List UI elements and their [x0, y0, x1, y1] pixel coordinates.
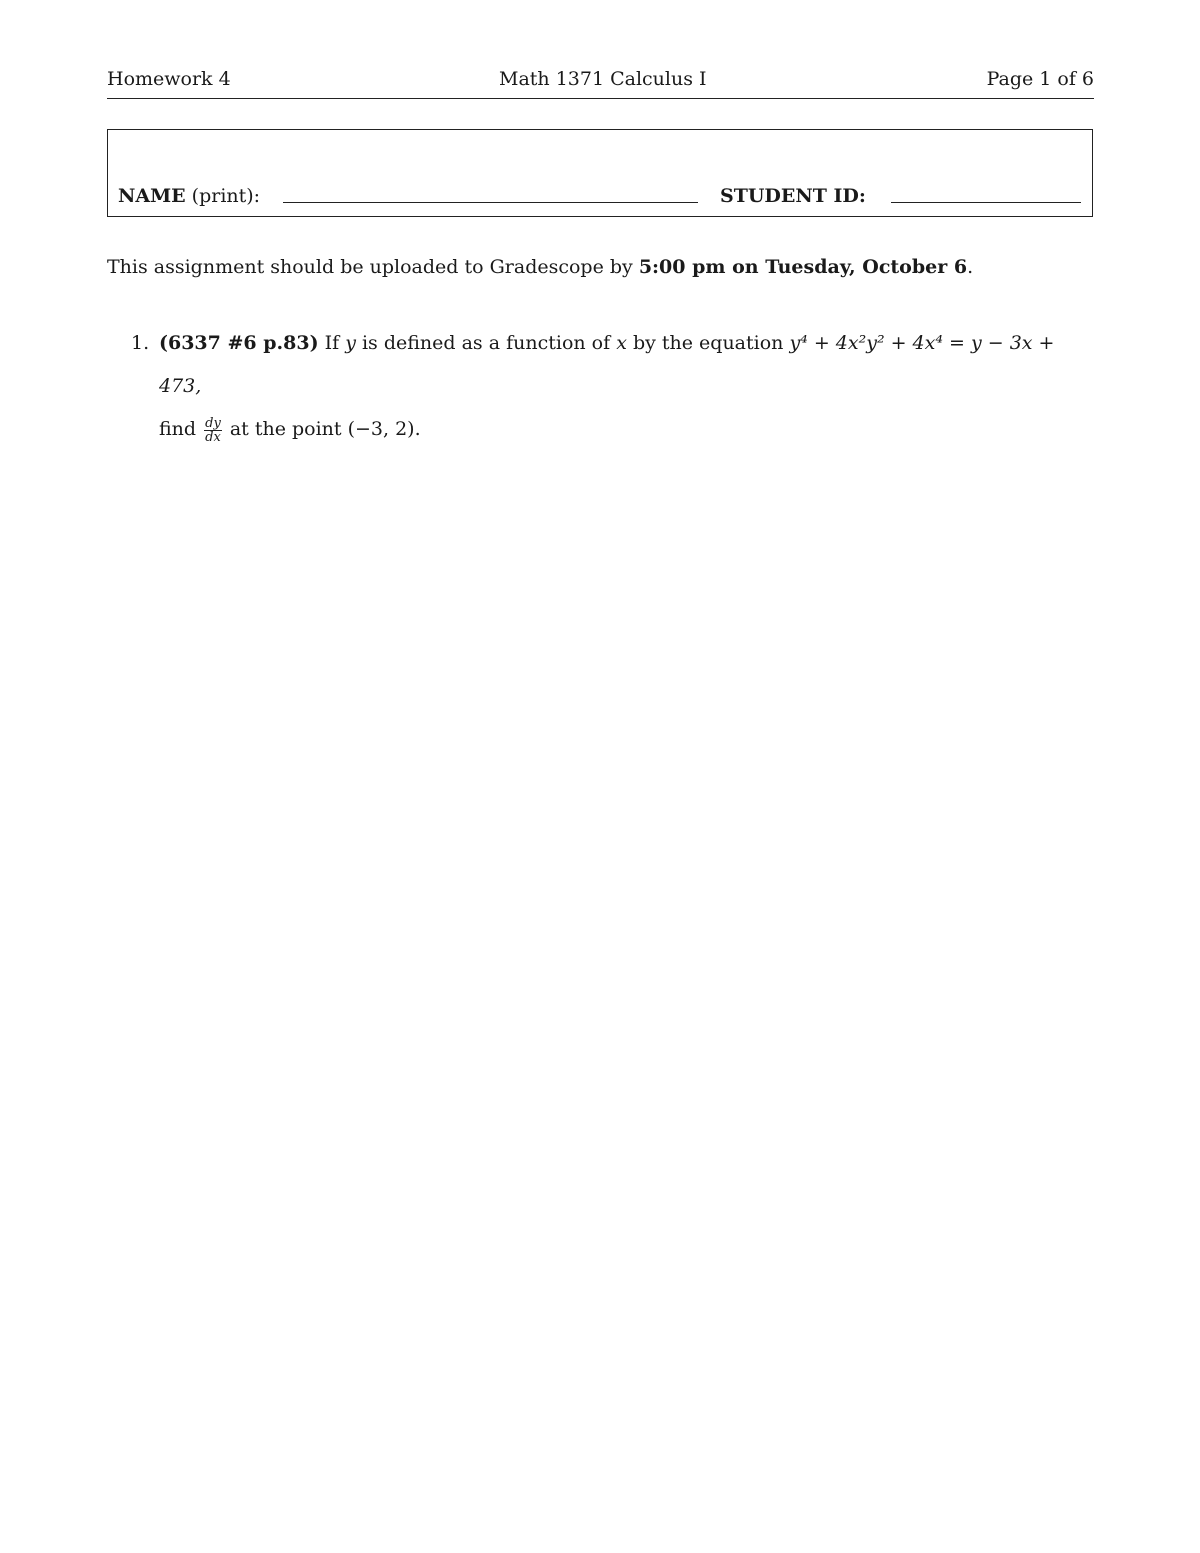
fraction-numerator: dy — [205, 415, 221, 431]
problem-source: (6337 #6 p.83) — [159, 332, 319, 354]
problem-text-a: If — [318, 332, 346, 354]
fraction-denominator: dx — [205, 429, 221, 445]
instructions — [107, 256, 973, 278]
header-assignment: Homework 4 — [107, 68, 231, 90]
name-label — [118, 185, 260, 207]
var-y: y — [345, 332, 356, 354]
problem-number: 1. — [131, 332, 150, 354]
problem-text-e: at the point — [223, 418, 348, 440]
student-id-label: STUDENT ID: — [720, 185, 866, 207]
name-label-suffix: (print): — [185, 185, 261, 207]
name-box — [107, 129, 1093, 217]
page-header — [107, 66, 1094, 99]
problem-text-d: find — [159, 418, 203, 440]
problem-text-b: is defined as a function of — [355, 332, 617, 354]
instructions-suffix: . — [967, 256, 974, 278]
student-id-field[interactable] — [891, 202, 1081, 203]
instructions-deadline: 5:00 pm on Tuesday, October 6 — [638, 256, 968, 278]
problem-text — [159, 322, 1096, 451]
header-page-number: Page 1 of 6 — [986, 68, 1094, 90]
equation: y⁴ + 4x²y² + 4x⁴ = y − 3x + 473, — [159, 332, 1055, 397]
problem-1 — [131, 322, 1096, 451]
var-x: x — [616, 332, 627, 354]
instructions-prefix: This assignment should be uploaded to Gradescope by — [107, 256, 639, 278]
problem-text-c: by the equation — [626, 332, 790, 354]
header-course: Math 1371 Calculus I — [499, 68, 707, 90]
derivative-fraction — [204, 417, 222, 444]
name-label-bold: NAME — [118, 185, 186, 207]
point: (−3, 2). — [347, 418, 421, 440]
name-field[interactable] — [283, 202, 698, 203]
